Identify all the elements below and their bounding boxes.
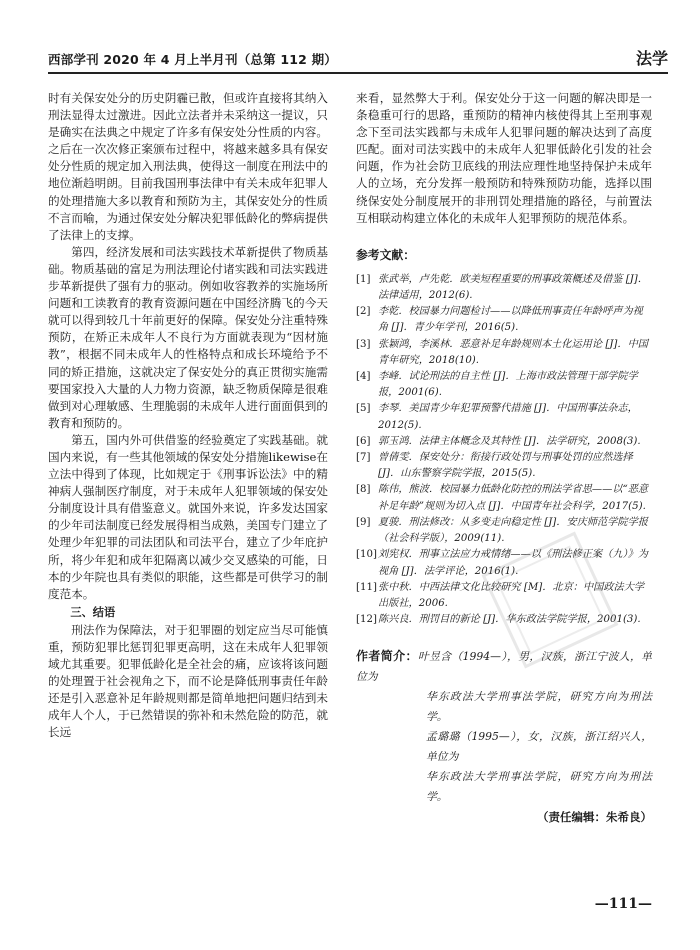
reference-number: [10]: [356, 549, 377, 561]
reference-text: 李峰．试论刑法的自主性 [J]．上海市政法管理干部学院学报，2001(6).: [378, 371, 638, 399]
body-paragraph: 时有关保安处分的历史阴霾已散，但或许直接将其纳入刑法显得太过激进。因此立法者并未采纳这一提议，只是确实在法典之中规定了许多有保安处分性质的内容。之后在一次次修正案颁布过程中，将越来越多具有保安处分性质的规定加入刑法典，使得这一制度在刑法中的地位渐趋明朗。目前我国刑事法律中有关未成年犯罪人的处理措施大多以教育和预防为主，其保安处分的性质不言而喻，为通过保安处分解决犯罪低龄化的弊病提供了法律上的支撑。: [48, 91, 328, 242]
body-paragraph: 第五，国内外可供借鉴的经验奠定了实践基础。就国内来说，有一些其他领域的保安处分措施likewise在立法中得到了体现，比如规定于《刑事诉讼法》中的精神病人强制医疗制度，对于未成年人犯罪领域的保安处分制度设计具有借鉴意义。就国外来说，许多发达国家的少年司法制度已经发展得相当成熟，美国专门建立了处理少年犯罪的司法团队和司法平台，建立了少年庇护所，将少年犯和成年犯隔离以减少交叉感染的可能，日本的少年院也具有类似的职能，这些都是可供学习的制度范本。: [48, 432, 328, 601]
reference-text: 曾倩雯．保安处分：衔接行政处罚与刑事处罚的应然选择 [J]．山东警察学院学报，2015(5).: [378, 452, 633, 480]
reference-text: 李琴．美国青少年犯罪预警代措施 [J]．中国刑事法杂志，2012(5).: [378, 403, 638, 431]
reference-item: [356, 482, 652, 514]
editor-credit: （责任编辑：朱希良）: [537, 810, 652, 825]
reference-text: 张颖鸿，李溪林．恶意补足年龄规则本土化运用论 [J]．中国青年研究，2018(10).: [378, 338, 648, 366]
running-header: [48, 40, 668, 68]
reference-item: [356, 272, 652, 304]
reference-number: [2]: [356, 306, 371, 318]
reference-text: 陈兴良．刑罚目的新论 [J]．华东政法学院学报，2001(3).: [378, 614, 641, 626]
reference-text: 郭玉鸿．法律主体概念及其特性 [J]．法学研究，2008(3).: [378, 435, 641, 447]
reference-number: [11]: [356, 581, 377, 593]
body-paragraph: 来看，显然弊大于利。保安处分于这一问题的解决即是一条稳重可行的思路，重预防的精神内核使得其上至刑事观念下至司法实践都与未成年人犯罪问题的解决达到了高度匹配。面对司法实践中的未成年人犯罪低龄化引发的社会问题，作为社会防卫底线的刑法应理性地坚持保护未成年人的立场，充分发挥一般预防和特殊预防功能，选择以围绕保安处分制度展开的非刑罚处理措施的路径，与前置法互相联动构建立体化的未成年人犯罪预防的规范体系。: [356, 91, 652, 225]
author-line: 华东政法大学刑事法学院，研究方向为刑法学。: [426, 770, 652, 804]
author-info: [356, 646, 652, 807]
reference-number: [4]: [356, 371, 371, 383]
reference-item: [356, 304, 652, 336]
reference-number: [5]: [356, 403, 371, 415]
section-label: 法学: [635, 49, 668, 68]
reference-text: 陈伟，熊波．校园暴力低龄化防控的刑法学省思——以“恶意补足年龄”规则为切入点 [J]．中国青年社会科学，2017(5).: [378, 484, 649, 512]
reference-number: [8]: [356, 484, 371, 496]
references-heading: 参考文献：: [356, 247, 415, 262]
stamp-watermark-icon: [480, 530, 620, 670]
reference-number: [6]: [356, 435, 371, 447]
reference-number: [3]: [356, 338, 371, 350]
section-heading: 三、结语: [70, 605, 116, 619]
reference-text: 李乾．校园暴力问题检讨——以降低刑事责任年龄呼声为视角 [J]．青少年学刊，2016(5).: [378, 306, 643, 334]
author-line: 叶昱含（1994—），男，汉族，浙江宁波人，单位为: [356, 650, 652, 684]
reference-item: [356, 401, 652, 433]
body-paragraph: 第四，经济发展和司法实践技术革新提供了物质基础。物质基础的富足为刑法理论付诸实践和司法实践进步革新提供了强有力的驱动。例如收容教养的实施场所问题和工读教育的教育资源问题在中国经济腾飞的今天就可以得到较几十年前更好的保障。保安处分注重特殊预防，在矫正未成年人不良行为方面就表现为“因材施教”，根据不同未成年人的性格特点和成长环境给予不同的矫正措施，这就决定了保安处分的真正贯彻实施需要国家投入大量的人力物力资源，缺乏物质保障是很难做到对心理敏感、生理脆弱的未成年人进行面面俱到的教育和预防的。: [48, 244, 328, 430]
reference-text: 张中秋．中西法律文化比较研究 [M]．北京：中国政法大学出版社，2006.: [378, 581, 645, 609]
author-line: 华东政法大学刑事法学院，研究方向为刑法学。: [426, 690, 652, 724]
header-divider: [48, 72, 668, 74]
reference-item: [356, 337, 652, 369]
journal-title: 西部学刊 2020 年 4 月上半月刊（总第 112 期）: [48, 52, 337, 67]
author-label: 作者简介：: [356, 649, 418, 664]
reference-number: [7]: [356, 452, 371, 464]
reference-number: [1]: [356, 273, 371, 285]
reference-item: [356, 369, 652, 401]
right-column: [356, 90, 652, 826]
reference-text: 张武举，卢先乾．欧美短程重要的刑事政策概述及借鉴 [J]．法律适用，2012(6).: [378, 273, 648, 302]
author-line: 孟璐璐（1995—），女，汉族，浙江绍兴人，单位为: [426, 730, 652, 764]
page-number: —111—: [594, 896, 652, 912]
reference-item: [356, 450, 652, 482]
reference-item: [356, 434, 652, 450]
left-column: [48, 90, 328, 742]
body-paragraph: 刑法作为保障法，对于犯罪圈的划定应当尽可能慎重，预防犯罪比惩罚犯罪更高明，这在未成年人犯罪领域尤其重要。犯罪低龄化是全社会的痛，应该将该问题的处理置于社会视角之下，而不论是降低刑事责任年龄还是引入恶意补足年龄规则都是简单地把问题归结到未成年人个人，于已然错误的弥补和未然危险的防范，就长远: [48, 622, 328, 740]
reference-text: 刘宪权．刑事立法应力戒情绪——以《刑法修正案（九）》为视角 [J]．法学评论，2016(1).: [378, 549, 648, 577]
reference-number: [12]: [356, 614, 377, 626]
reference-text: 夏骏．刑法修改：从多变走向稳定性 [J]．安庆师范学院学报（社会科学版），2009(11).: [378, 516, 648, 545]
reference-number: [9]: [356, 516, 371, 528]
